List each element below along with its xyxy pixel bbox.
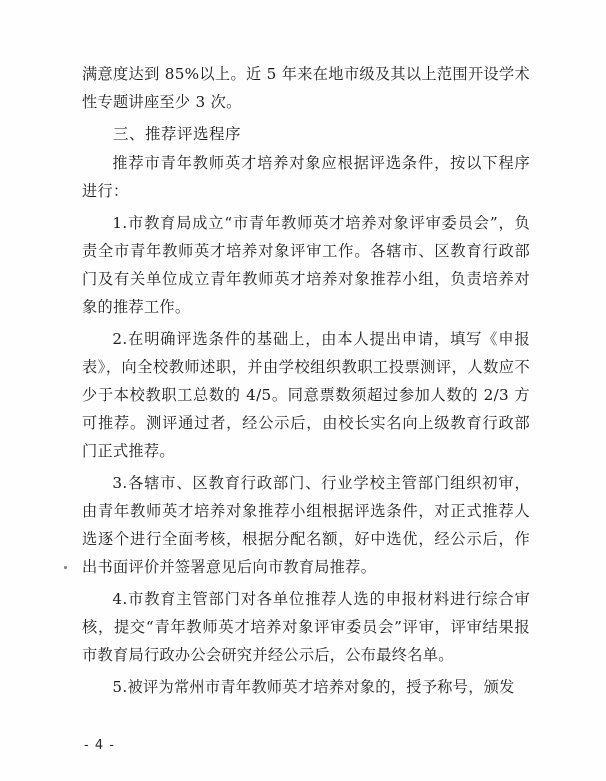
step-3-paragraph: 3.各辖市、区教育行政部门、行业学校主管部门组织初审，由青年教师英才培养对象推荐小组根据评选条件，对正式推荐人选逐个进行全面考核，根据分配名额，好中选优，经公示后，作出书面评价并签署意见后向市教育局推荐。 bbox=[82, 474, 530, 576]
scan-artifact bbox=[64, 566, 67, 569]
step-5-paragraph: 5.被评为常州市青年教师英才培养对象的，授予称号，颁发 bbox=[112, 678, 515, 696]
step-4-paragraph: 4.市教育主管部门对各单位推荐人选的申报材料进行综合审核，提交“青年教师英才培养对象评审委员会”评审，评审结果报市教育局行政办公会研究并经公示后，公布最终名单。 bbox=[82, 590, 530, 664]
page-number: - 4 - bbox=[84, 738, 115, 753]
intro-paragraph: 推荐市青年教师英才培养对象应根据评选条件，按以下程序进行： bbox=[82, 154, 530, 200]
step-1-paragraph: 1.市教育局成立“市青年教师英才培养对象评审委员会”，负责全市青年教师英才培养对象评审工作。各辖市、区教育行政部门及有关单位成立青年教师英才培养对象推荐小组，负责培养对象的推荐工作。 bbox=[82, 214, 530, 316]
section-heading: 三、推荐评选程序 bbox=[113, 125, 242, 143]
document-body bbox=[82, 60, 530, 701]
step-2-paragraph: 2.在明确评选条件的基础上，由本人提出申请，填写《申报表》，向全校教师述职，并由学校组织教职工投票测评，人数应不少于本校教职工总数的 4/5。同意票数须超过参加人数的 2/3 方可推荐。测评通过者，经公示后，由校长实名向上级教育行政部门正式推荐。 bbox=[82, 330, 530, 460]
continuation-paragraph: 满意度达到 85%以上。近 5 年来在地市级及其以上范围开设学术性专题讲座至少 3 次。 bbox=[82, 65, 530, 111]
